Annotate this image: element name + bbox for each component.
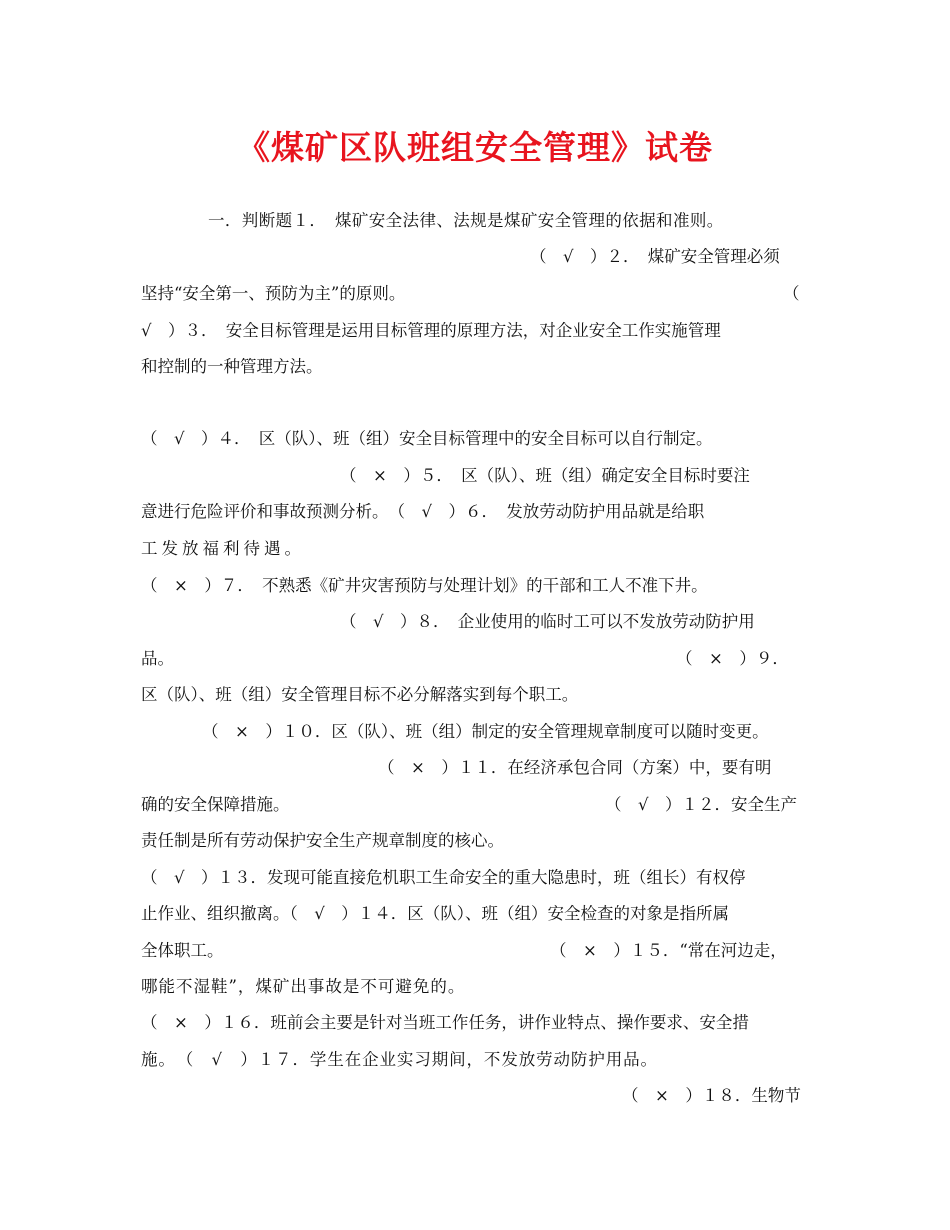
text-line-1: 一．判断题１． 煤矿安全法律、法规是煤矿安全管理的依据和准则。 <box>208 211 724 230</box>
document-title: 《煤矿区队班组安全管理》试卷 <box>237 128 713 167</box>
text-line-7: （ √ ）４． 区（队）、班（组）安全目标管理中的安全目标可以自行制定。 <box>141 429 713 448</box>
text-line-16: （ × ）１０．区（队）、班（组）制定的安全管理规章制度可以随时变更。 <box>202 722 769 741</box>
text-line-15: 区（队）、班（组）安全管理目标不必分解落实到每个职工。 <box>141 685 579 704</box>
text-line-26: （ × ）１６．班前会主要是针对当班工作任务，讲作业特点、操作要求、安全措 <box>141 1013 749 1032</box>
text-line-23: 全体职工。 <box>141 941 224 960</box>
text-line-20: 责任制是所有劳动保护安全生产规章制度的核心。 <box>141 831 504 850</box>
text-line-17: （ × ）１１．在经济承包合同（方案）中，要有明 <box>378 758 772 777</box>
text-line-4: （ <box>783 284 800 303</box>
text-line-13: 品。 <box>141 649 174 668</box>
text-line-28: （ × ）１８．生物节 <box>622 1086 801 1105</box>
text-line-24: （ × ）１５．“常在河边走， <box>550 941 787 960</box>
text-line-6: 和控制的一种管理方法。 <box>141 357 323 376</box>
text-line-27: 施。 （ √ ）１７．学生在企业实习期间，不发放劳动防护用品。 <box>141 1050 658 1069</box>
text-line-21: （ √ ）１３．发现可能直接危机职工生命安全的重大隐患时，班（组长）有权停 <box>141 868 746 887</box>
text-line-10: 工发放福利待遇。 <box>141 539 305 558</box>
text-line-9: 意进行危险评价和事故预测分析。 （ √ ）６． 发放劳动防护用品就是给职 <box>141 502 705 521</box>
text-line-8: （ × ）５． 区（队）、班（组）确定安全目标时要注 <box>340 466 750 485</box>
text-line-11: （ × ）７． 不熟悉《矿井灾害预防与处理计划》的干部和工人不准下井。 <box>141 576 708 595</box>
text-line-22: 止作业、组织撤离。（ √ ）１４．区（队）、班（组）安全检查的对象是指所属 <box>141 904 730 923</box>
text-line-3: 坚持“安全第一、预防为主”的原则。 <box>141 284 406 303</box>
text-line-12: （ √ ）８． 企业使用的临时工可以不发放劳动防护用 <box>340 612 755 631</box>
text-line-25: 哪能不湿鞋”，煤矿出事故是不可避免的。 <box>141 977 466 996</box>
text-line-18: 确的安全保障措施。 <box>141 795 290 814</box>
text-line-2: （ √ ）２． 煤矿安全管理必须 <box>530 247 780 266</box>
text-line-14: （ × ）９． <box>676 649 789 668</box>
text-line-5: √ ）３． 安全目标管理是运用目标管理的原理方法，对企业安全工作实施管理 <box>141 321 721 340</box>
text-line-19: （ √ ）１２．安全生产 <box>605 795 798 814</box>
